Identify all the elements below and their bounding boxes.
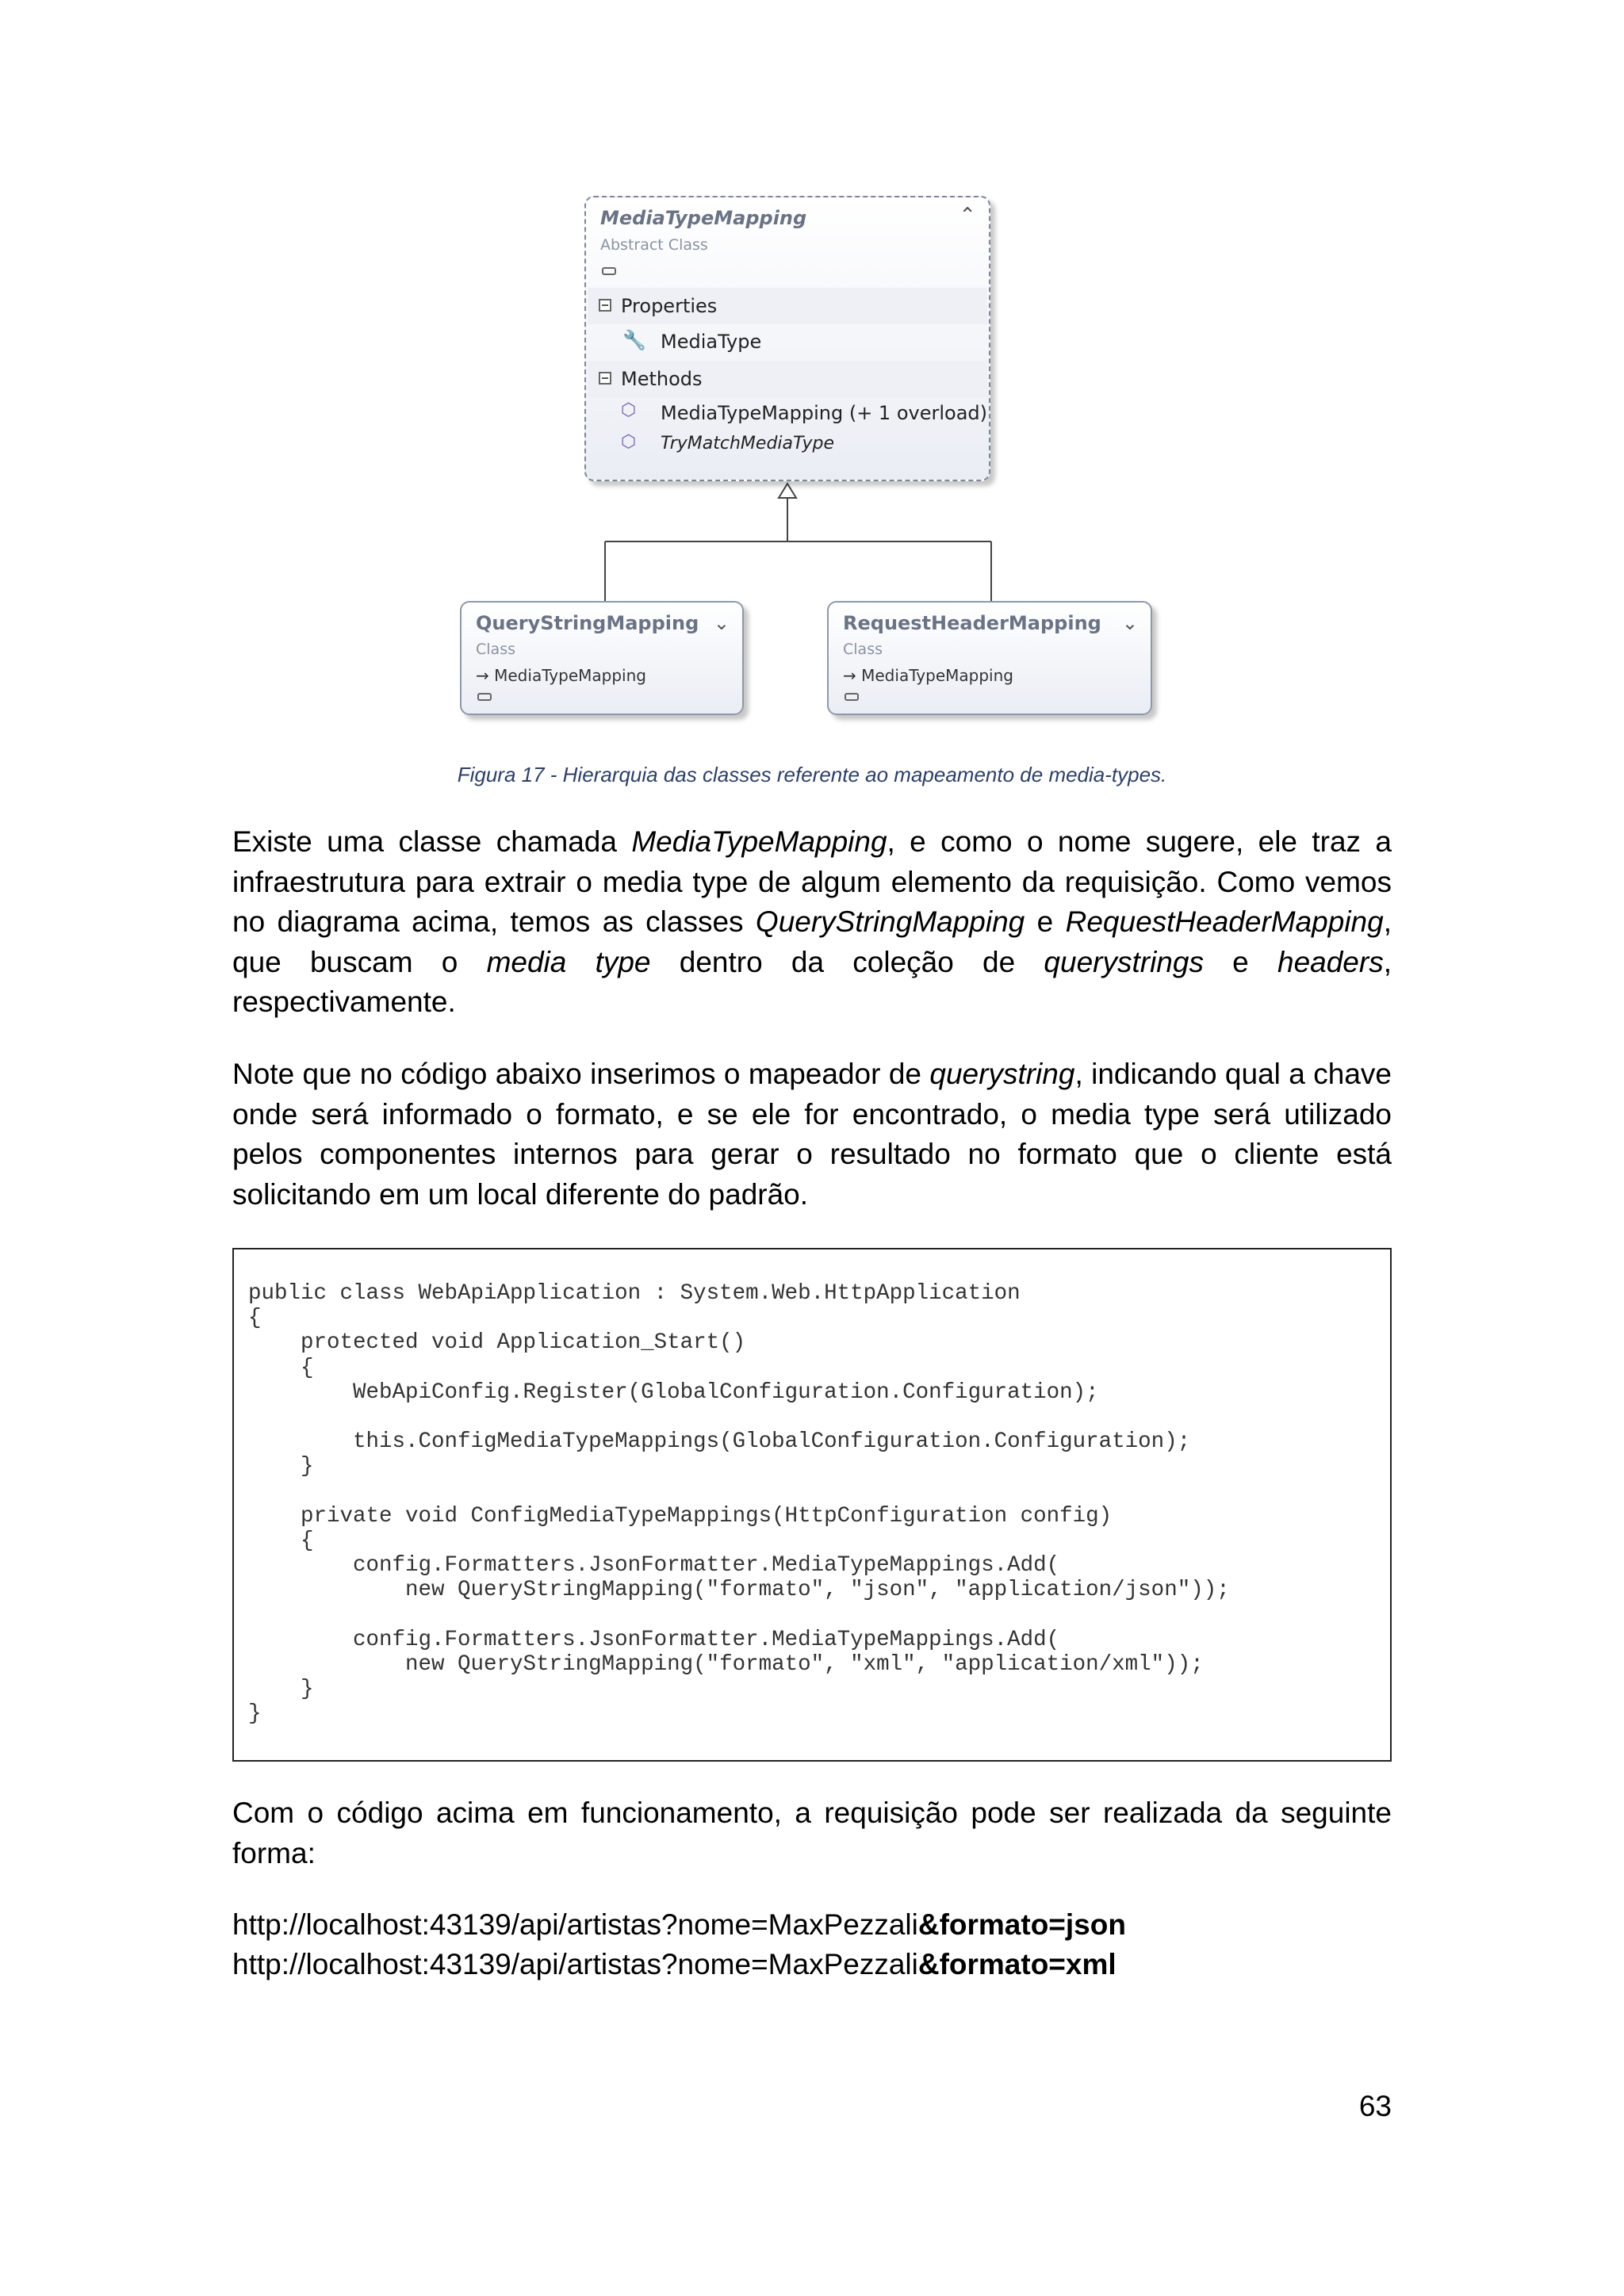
text-line: que buscam o media type dentro da coleção de querystrings e headers, xyxy=(232,945,1392,978)
properties-section-header[interactable] xyxy=(588,288,987,324)
subclass-name: QueryStringMapping xyxy=(476,612,699,634)
constructor-method-icon: ⬡ xyxy=(621,400,637,420)
expand-down-icon[interactable]: ⌄ xyxy=(1121,612,1138,634)
text-line: respectivamente. xyxy=(232,985,456,1018)
collapse-minus-icon[interactable] xyxy=(599,299,611,312)
base-class-ref xyxy=(476,666,646,685)
method-trymatch: TryMatchMediaType xyxy=(661,434,835,453)
subclass-kind: Class xyxy=(843,641,883,658)
methods-section-header[interactable] xyxy=(588,361,987,397)
text-line: infraestrutura para extrair o media type de algum elemento da requisição. Como vemos xyxy=(232,865,1392,898)
example-url-xml[interactable]: http://localhost:43139/api/artistas?nome=MaxPezzali&formato=xml xyxy=(232,1948,1116,1980)
base-type-icon xyxy=(602,267,616,275)
expand-down-icon[interactable]: ⌄ xyxy=(713,612,730,634)
properties-label: Properties xyxy=(621,295,718,317)
text-line: onde será informado o formato, e se ele for encontrado, o media type será utilizado xyxy=(232,1097,1392,1131)
paragraph-3 xyxy=(232,1793,1392,1873)
text-line: pelos componentes internos para gerar o resultado no formato que o cliente está xyxy=(232,1138,1392,1170)
base-type-icon xyxy=(477,693,492,701)
text-line: solicitando em um local diferente do padrão. xyxy=(232,1177,809,1211)
base-class-name: MediaTypeMapping xyxy=(861,666,1013,685)
text-line: Com o código acima em funcionamento, a requisição pode ser realizada da seguinte xyxy=(232,1797,1392,1829)
abstract-class-kind: Abstract Class xyxy=(600,236,708,254)
inheritance-arrow xyxy=(779,484,796,498)
collapse-up-icon[interactable]: ⌃ xyxy=(959,204,976,228)
collapse-minus-icon[interactable] xyxy=(599,372,611,385)
subclass-kind: Class xyxy=(476,641,515,658)
figure-caption: Figura 17 - Hierarquia das classes referente ao mapeamento de media-types. xyxy=(457,763,1167,786)
inherits-arrow-icon: → xyxy=(843,666,862,685)
method-constructor: MediaTypeMapping (+ 1 overload) xyxy=(661,402,988,424)
abstract-class-name: MediaTypeMapping xyxy=(600,207,807,229)
page-number: 63 xyxy=(1358,2090,1392,2122)
text-line: no diagrama acima, temos as classes QueryStringMapping e RequestHeaderMapping, xyxy=(232,905,1392,938)
inherits-arrow-icon: → xyxy=(476,666,495,685)
property-wrench-icon: 🔧 xyxy=(622,329,646,351)
subclass-name: RequestHeaderMapping xyxy=(843,612,1101,634)
code-text: public class WebApiApplication : System.Web.HttpApplication { protected void Application_Start() { WebApiConfig.Register(GlobalConfiguration.Configuration); this.ConfigMediaTypeMappings(GlobalConfiguration.Configuration); } private void ConfigMediaTypeMappings(HttpConfiguration config) { config.Formatters.JsonFormatter.MediaTypeMappings.Add( new QueryStringMapping("formato", "json", "application/json")); config.Formatters.JsonFormatter.MediaTypeMappings.Add( new QueryStringMapping("formato", "xml", "application/xml")); } } xyxy=(248,1281,1230,1727)
subclass-box-requestheader xyxy=(827,601,1152,715)
method-icon: ⬡ xyxy=(621,432,637,452)
text-line: Existe uma classe chamada MediaTypeMapping, e como o nome sugere, ele traz a xyxy=(232,825,1392,858)
paragraph-2 xyxy=(232,1054,1392,1215)
methods-label: Methods xyxy=(621,368,703,390)
base-class-name: MediaTypeMapping xyxy=(494,666,646,685)
base-class-ref xyxy=(843,666,1013,685)
code-block xyxy=(232,1248,1392,1762)
subclass-box-querystring xyxy=(460,601,744,715)
base-type-icon xyxy=(845,693,859,701)
property-mediatype: MediaType xyxy=(661,331,762,353)
example-url-json[interactable]: http://localhost:43139/api/artistas?nome=MaxPezzali&formato=json xyxy=(232,1908,1126,1941)
abstract-class-box xyxy=(584,196,990,481)
paragraph-1 xyxy=(232,822,1392,1023)
text-line: Note que no código abaixo inserimos o mapeador de querystring, indicando qual a chave xyxy=(232,1058,1392,1090)
text-line: forma: xyxy=(232,1836,316,1869)
